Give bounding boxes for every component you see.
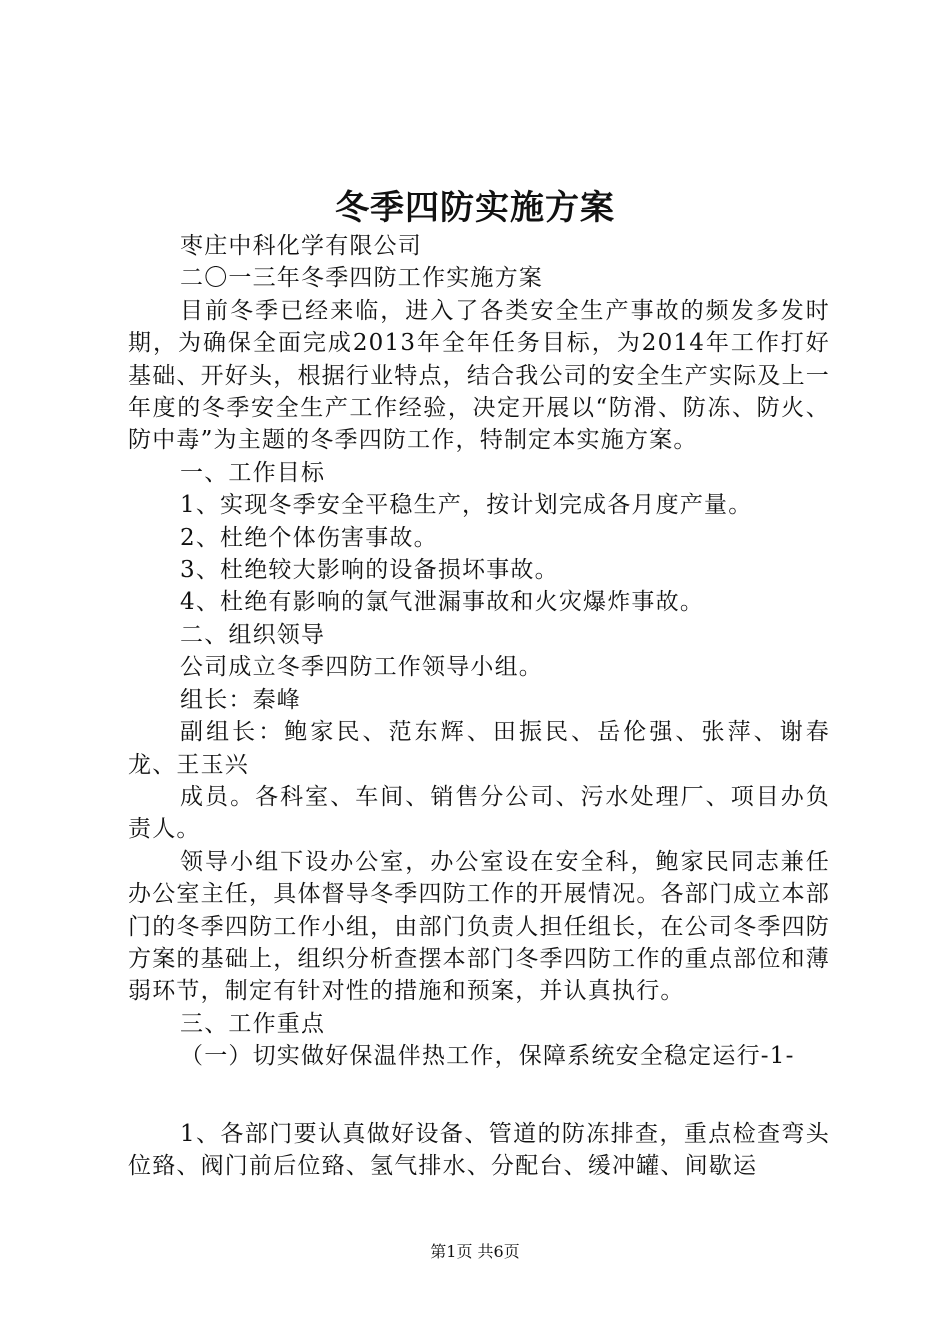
office-paragraph: 领导小组下设办公室，办公室设在安全科，鲍家民同志兼任办公室主任，具体督导冬季四防工作的开展情况。各部门成立本部门的冬季四防工作小组，由部门负责人担任组长，在公司冬季四防方案的基础上，组织分析查摆本部门冬季四防工作的重点部位和薄弱环节，制定有针对性的措施和预案，并认真执行。: [128, 848, 830, 1005]
document-body-continued: [128, 1118, 830, 1183]
goal-item-2: 2、杜绝个体伤害事故。: [180, 524, 438, 551]
focus-item-1: 1、各部门要认真做好设备、管道的防冻排查，重点检查弯头位臵、阀门前后位臵、氢气排水、分配台、缓冲罐、间歇运: [128, 1121, 830, 1180]
section-heading-organization: 二、组织领导: [180, 621, 326, 648]
company-name: 枣庄中科化学有限公司: [180, 233, 422, 259]
goal-item-1: 1、实现冬季安全平稳生产，按计划完成各月度产量。: [180, 492, 753, 519]
subsection-heading-insulation: （一）切实做好保温伴热工作，保障系统安全稳定运行-1-: [180, 1043, 795, 1070]
deputy-leaders-paragraph: 副组长：鲍家民、范东辉、田振民、岳伦强、张萍、谢春龙、王玉兴: [128, 719, 830, 778]
section-heading-goals: 一、工作目标: [180, 459, 326, 486]
intro-paragraph: 目前冬季已经来临，进入了各类安全生产事故的频发多发时期，为确保全面完成2013年全年任务目标，为2014年工作打好基础、开好头，根据行业特点，结合我公司的安全生产实际及上一年度的冬季安全生产工作经验，决定开展以“防滑、防冻、防火、防中毒”为主题的冬季四防工作，特制定本实施方案。: [128, 297, 830, 454]
document-title: 冬季四防实施方案: [335, 188, 615, 228]
section-heading-focus: 三、工作重点: [180, 1010, 326, 1037]
members-paragraph: 成员。各科室、车间、销售分公司、污水处理厂、项目办负责人。: [128, 783, 830, 843]
page-number-footer: 第1页 共6页: [430, 1242, 520, 1261]
plan-subtitle: 二〇一三年冬季四防工作实施方案: [180, 265, 543, 292]
goal-item-4: 4、杜绝有影响的氯气泄漏事故和火灾爆炸事故。: [180, 589, 705, 616]
document-body: [128, 230, 830, 1073]
organization-paragraph: 公司成立冬季四防工作领导小组。: [180, 654, 543, 681]
leader-line: 组长：秦峰: [180, 686, 301, 713]
goal-item-3: 3、杜绝较大影响的设备损坏事故。: [180, 557, 559, 584]
